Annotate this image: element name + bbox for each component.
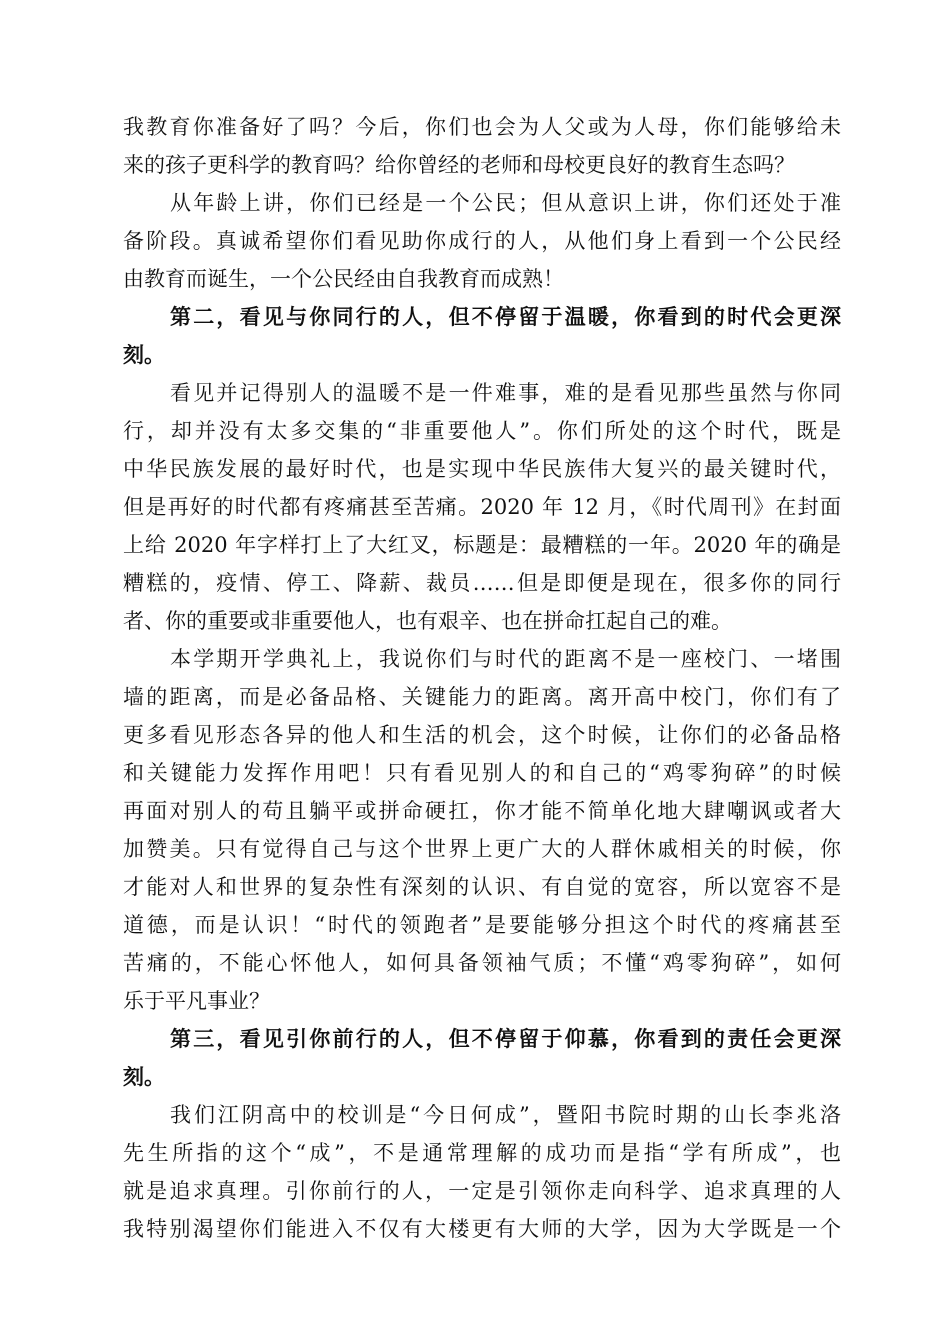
document-page <box>123 108 841 1248</box>
text-line: 更多看见形态各异的他人和生活的机会，这个时候，让你们的必备品格 <box>123 723 841 747</box>
text-line: 来的孩子更科学的教育吗？给你曾经的老师和母校更良好的教育生态吗？ <box>123 153 795 177</box>
text-line: 乐于平凡事业？ <box>123 989 270 1013</box>
text-line: 但是再好的时代都有疼痛甚至苦痛。2020 年 12 月，《时代周刊》在封面 <box>123 495 841 519</box>
text-line: 刻。 <box>123 343 165 367</box>
text-line: 先生所指的这个“成”，不是通常理解的成功而是指“学有所成”，也 <box>123 1141 841 1165</box>
text-line: 再面对别人的苟且躺平或拼命硬扛，你才能不简单化地大肆嘲讽或者大 <box>123 799 841 823</box>
body-paragraph <box>123 184 841 298</box>
text-line: 本学期开学典礼上，我说你们与时代的距离不是一座校门、一堵围 <box>170 647 841 671</box>
text-line: 和关键能力发挥作用吧！只有看见别人的和自己的“鸡零狗碎”的时候 <box>123 761 841 785</box>
text-line: 才能对人和世界的复杂性有深刻的认识、有自觉的宽容，所以宽容不是 <box>123 875 841 899</box>
text-line: 者、你的重要或非重要他人，也有艰辛、也在拼命扛起自己的难。 <box>123 609 732 633</box>
text-line: 看见并记得别人的温暖不是一件难事，难的是看见那些虽然与你同 <box>170 381 841 405</box>
text-line: 墙的距离，而是必备品格、关键能力的距离。离开高中校门，你们有了 <box>123 685 841 709</box>
body-paragraph <box>123 374 841 640</box>
section-heading <box>123 298 841 374</box>
text-line: 中华民族发展的最好时代，也是实现中华民族伟大复兴的最关键时代， <box>123 457 841 481</box>
text-line: 就是追求真理。引你前行的人，一定是引领你走向科学、追求真理的人 <box>123 1179 841 1203</box>
body-paragraph <box>123 640 841 1020</box>
body-paragraph <box>123 1096 841 1248</box>
text-line: 道德，而是认识！“时代的领跑者”是要能够分担这个时代的疼痛甚至 <box>123 913 841 937</box>
section-heading <box>123 1020 841 1096</box>
text-line: 第二，看见与你同行的人，但不停留于温暖，你看到的时代会更深 <box>170 305 841 329</box>
text-line: 第三，看见引你前行的人，但不停留于仰慕，你看到的责任会更深 <box>170 1027 841 1051</box>
body-paragraph <box>123 108 841 184</box>
text-line: 苦痛的，不能心怀他人，如何具备领袖气质；不懂“鸡零狗碎”，如何 <box>123 951 841 975</box>
text-line: 刻。 <box>123 1065 165 1089</box>
text-line: 从年龄上讲，你们已经是一个公民；但从意识上讲，你们还处于准 <box>170 191 841 215</box>
text-line: 我教育你准备好了吗？今后，你们也会为人父或为人母，你们能够给未 <box>123 115 841 139</box>
text-line: 我们江阴高中的校训是“今日何成”，暨阳书院时期的山长李兆洛 <box>170 1103 841 1127</box>
text-line: 行，却并没有太多交集的“非重要他人”。你们所处的这个时代，既是 <box>123 419 841 443</box>
text-line: 备阶段。真诚希望你们看见助你成行的人，从他们身上看到一个公民经 <box>123 229 841 253</box>
text-line: 我特别渴望你们能进入不仅有大楼更有大师的大学，因为大学既是一个 <box>123 1217 841 1241</box>
text-line: 上给 2020 年字样打上了大红叉，标题是：最糟糕的一年。2020 年的确是 <box>123 533 841 557</box>
text-line: 糟糕的，疫情、停工、降薪、裁员……但是即便是现在，很多你的同行 <box>123 571 841 595</box>
text-line: 加赞美。只有觉得自己与这个世界上更广大的人群休戚相关的时候，你 <box>123 837 841 861</box>
text-line: 由教育而诞生，一个公民经由自我教育而成熟！ <box>123 267 564 291</box>
